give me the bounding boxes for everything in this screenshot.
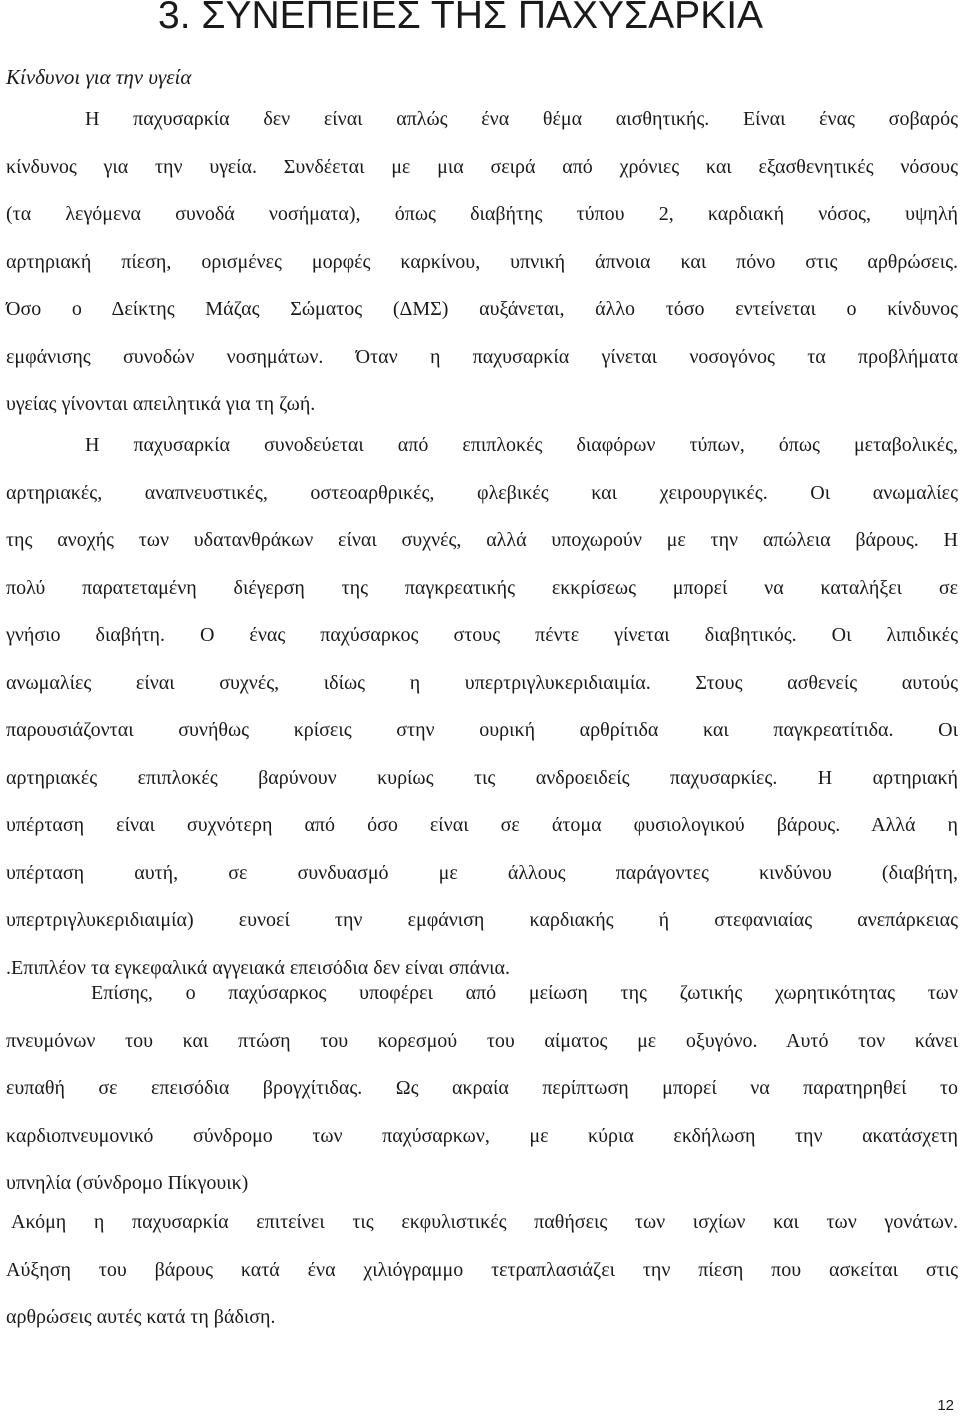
text-line: γνήσιο διαβήτη. Ο ένας παχύσαρκος στους πέντε γίνεται διαβητικός. Οι λιπιδικές: [6, 624, 958, 646]
text-line: πολύ παρατεταμένη διέγερση της παγκρεατικής εκκρίσεως μπορεί να καταλήξει σε: [6, 576, 958, 599]
text-line: υπνηλία (σύνδρομο Πίκγουικ): [6, 1172, 249, 1194]
text-line: ευπαθή σε επεισόδια βρογχίτιδας. Ως ακραία περίπτωση μπορεί να παρατηρηθεί το: [6, 1077, 958, 1099]
text-line: πνευμόνων του και πτώση του κορεσμού του αίματος με οξυγόνο. Αυτό τον κάνει: [6, 1029, 958, 1052]
text-line: (τα λεγόμενα συνοδά νοσήματα), όπως διαβήτης τύπου 2, καρδιακή νόσος, υψηλή: [6, 203, 958, 225]
text-line: Ακόμη η παχυσαρκία επιτείνει τις εκφυλιστικές παθήσεις των ισχίων και των γονάτων.: [11, 1211, 958, 1233]
text-line: αρτηριακές επιπλοκές βαρύνουν κυρίως τις ανδροειδείς παχυσαρκίες. Η αρτηριακή: [6, 766, 958, 789]
text-line: της ανοχής των υδατανθράκων είναι συχνές, αλλά υποχωρούν με την απώλεια βάρους. Η: [6, 529, 958, 551]
paragraph-2: [6, 422, 958, 992]
paragraph-4: [6, 1199, 958, 1342]
text-line: εμφάνισης συνοδών νοσημάτων. Όταν η παχυσαρκία γίνεται νοσογόνος τα προβλήματα: [6, 345, 958, 368]
text-line: Επίσης, ο παχύσαρκος υποφέρει από μείωση της ζωτικής χωρητικότητας των: [91, 982, 958, 1004]
text-line: .Επιπλέον τα εγκεφαλικά αγγειακά επεισόδια δεν είναι σπάνια.: [6, 956, 510, 979]
text-line: αρθρώσεις αυτές κατά τη βάδιση.: [6, 1306, 276, 1328]
text-line: Αύξηση του βάρους κατά ένα χιλιόγραμμο τετραπλασιάζει την πίεση που ασκείται στις: [6, 1258, 958, 1281]
paragraph-1: [6, 96, 958, 429]
text-line: ανωμαλίες είναι συχνές, ιδίως η υπερτριγλυκεριδιαιμία. Στους ασθενείς αυτούς: [6, 671, 958, 694]
section-subheading: Κίνδυνοι για την υγεία: [6, 65, 192, 89]
text-line: κίνδυνος για την υγεία. Συνδέεται με μια σειρά από χρόνιες και εξασθενητικές νόσους: [6, 155, 958, 178]
text-line: παρουσιάζονται συνήθως κρίσεις στην ουρική αρθρίτιδα και παγκρεατίτιδα. Οι: [6, 719, 958, 741]
text-line: αρτηριακές, αναπνευστικές, οστεοαρθρικές, φλεβικές και χειρουργικές. Οι ανωμαλίες: [6, 481, 958, 504]
text-line: υγείας γίνονται απειλητικά για τη ζωή.: [6, 393, 316, 415]
text-line: Όσο ο Δείκτης Μάζας Σώματος (ΔΜΣ) αυξάνεται, άλλο τόσο εντείνεται ο κίνδυνος: [6, 298, 958, 320]
text-line: καρδιοπνευμονικό σύνδρομο των παχύσαρκων, με κύρια εκδήλωση την ακατάσχετη: [6, 1124, 958, 1147]
page-number: 12: [937, 1397, 954, 1414]
text-line: υπερτριγλυκεριδιαιμία) ευνοεί την εμφάνιση καρδιακής ή στεφανιαίας ανεπάρκειας: [6, 909, 958, 931]
text-line: υπέρταση αυτή, σε συνδυασμό με άλλους παράγοντες κινδύνου (διαβήτη,: [6, 861, 958, 884]
paragraph-3: [6, 970, 958, 1208]
text-line: Η παχυσαρκία δεν είναι απλώς ένα θέμα αισθητικής. Είναι ένας σοβαρός: [85, 108, 958, 130]
text-line: Η παχυσαρκία συνοδεύεται από επιπλοκές διαφόρων τύπων, όπως μεταβολικές,: [85, 434, 958, 456]
text-line: αρτηριακή πίεση, ορισμένες μορφές καρκίνου, υπνική άπνοια και πόνο στις αρθρώσεις.: [6, 250, 958, 273]
section-heading: 3. ΣΥΝΕΠΕΙΕΣ ΤΗΣ ΠΑΧΥΣΑΡΚΙΑ: [158, 0, 764, 37]
text-line: υπέρταση είναι συχνότερη από όσο είναι σε άτομα φυσιολογικού βάρους. Αλλά η: [6, 814, 958, 836]
